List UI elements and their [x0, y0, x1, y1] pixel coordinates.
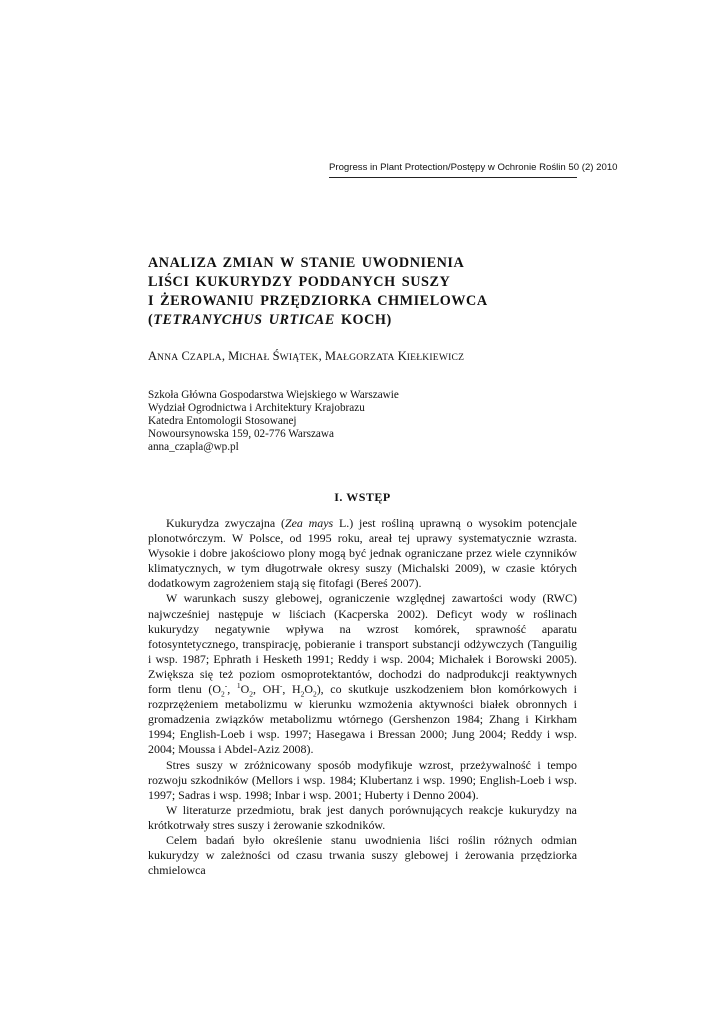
affiliation-email: anna_czapla@wp.pl — [148, 441, 239, 453]
paper-title — [148, 254, 488, 330]
affiliation-address: Nowoursynowska 159, 02-776 Warszawa — [148, 428, 334, 440]
title-line-1: ANALIZA ZMIAN W STANIE UWODNIENIA — [148, 255, 465, 271]
paragraph-1: Kukurydza zwyczajna (Zea mays L.) jest rośliną uprawną o wysokim potencjale plonotwórczym. W Polsce, od 1995 roku, areał tej uprawy systematycznie wzrasta. Wysokie i dobre jakościowo plony mogą być jednak ograniczane przez wiele czynników klimatycznych, w tym długotrwałe okresy suszy (Michalski 2009), w czasie których dodatkowym zagrożeniem stają się fitofagi (Bereś 2007). — [148, 516, 577, 591]
affiliation-university: Szkoła Główna Gospodarstwa Wiejskiego w Warszawie — [148, 389, 399, 401]
author-3: MAŁGORZATA KIEŁKIEWICZ — [324, 349, 465, 363]
paragraph-2: W warunkach suszy glebowej, ograniczenie względnej zawartości wody (RWC) najwcześniej następuje w liściach (Kacperska 2002). Deficyt wody w roślinach kukurydzy negatywnie wpływa na wzrost komórek, sprawność aparatu fotosyntetycznego, transpirację, pobieranie i transport substancji odżywczych (Tanguilig i wsp. 1987; Ephrath i Hesketh 1991; Reddy i wsp. 2004; Michałek i Borowski 2005). Zwiększa się też poziom osmoprotektantów, dochodzi do nadprodukcji reaktywnych form tlenu ($O_2^-$, $^1O_2$, OH-, $H_2O_2$), co skutkuje uszkodzeniem błon komórkowych i rozprzężeniem metabolizmu w kierunku wzmożenia aktywności białek obronnych i gromadzenia związków metabolizmu wtórnego (Gershenzon 1984; Zhang i Kirkham 1994; English-Loeb i wsp. 1997; Hasegawa i Bressan 2000; Jung 2004; Reddy i wsp. 2004; Moussa i Abdel-Aziz 2008). — [148, 591, 578, 757]
species-name: Zea mays — [284, 516, 334, 530]
title-line-3: I ŻEROWANIU PRZĘDZIORKA CHMIELOWCA — [148, 293, 488, 309]
affiliation-faculty: Wydział Ogrodnictwa i Architektury Krajobrazu — [148, 402, 365, 414]
paragraph-4: W literaturze przedmiotu, brak jest danych porównujących reakcje kukurydzy na krótkotrwały stres suszy i żerowanie szkodników. — [148, 802, 577, 832]
title-species: TETRANYCHUS URTICAE — [153, 312, 335, 328]
section-heading: I. WSTĘP — [334, 490, 391, 504]
header-rule — [329, 177, 577, 178]
body-text — [148, 516, 577, 878]
title-authority: KOCH) — [334, 312, 392, 328]
author-separator: , — [318, 349, 325, 363]
title-paren-open: ( — [148, 312, 154, 328]
journal-header: Progress in Plant Protection/Postępy w Ochronie Roślin 50 (2) 2010 — [329, 162, 618, 173]
author-separator: , — [221, 349, 229, 363]
title-line-4 — [148, 311, 488, 330]
affiliation-block — [148, 389, 399, 454]
affiliation-department: Katedra Entomologii Stosowanej — [148, 415, 297, 427]
paragraph-3: Stres suszy w zróżnicowany sposób modyfikuje wzrost, przeżywalność i tempo rozwoju szkodników (Mellors i wsp. 1984; Klubertanz i wsp. 1990; English-Loeb i wsp. 1997; Sadras i wsp. 1998; Inbar i wsp. 2001; Huberty i Denno 2004). — [148, 757, 577, 802]
paragraph-5: Celem badań było określenie stanu uwodnienia liści roślin różnych odmian kukurydzy w zależności od czasu trwania suszy glebowej i żerowania przędziorka chmielowca — [148, 832, 577, 878]
author-list — [148, 349, 464, 364]
author-2: MICHAŁ ŚWIĄTEK — [228, 349, 319, 363]
author-1: ANNA CZAPLA — [148, 349, 222, 363]
title-line-2: LIŚCI KUKURYDZY PODDANYCH SUSZY — [148, 274, 451, 290]
